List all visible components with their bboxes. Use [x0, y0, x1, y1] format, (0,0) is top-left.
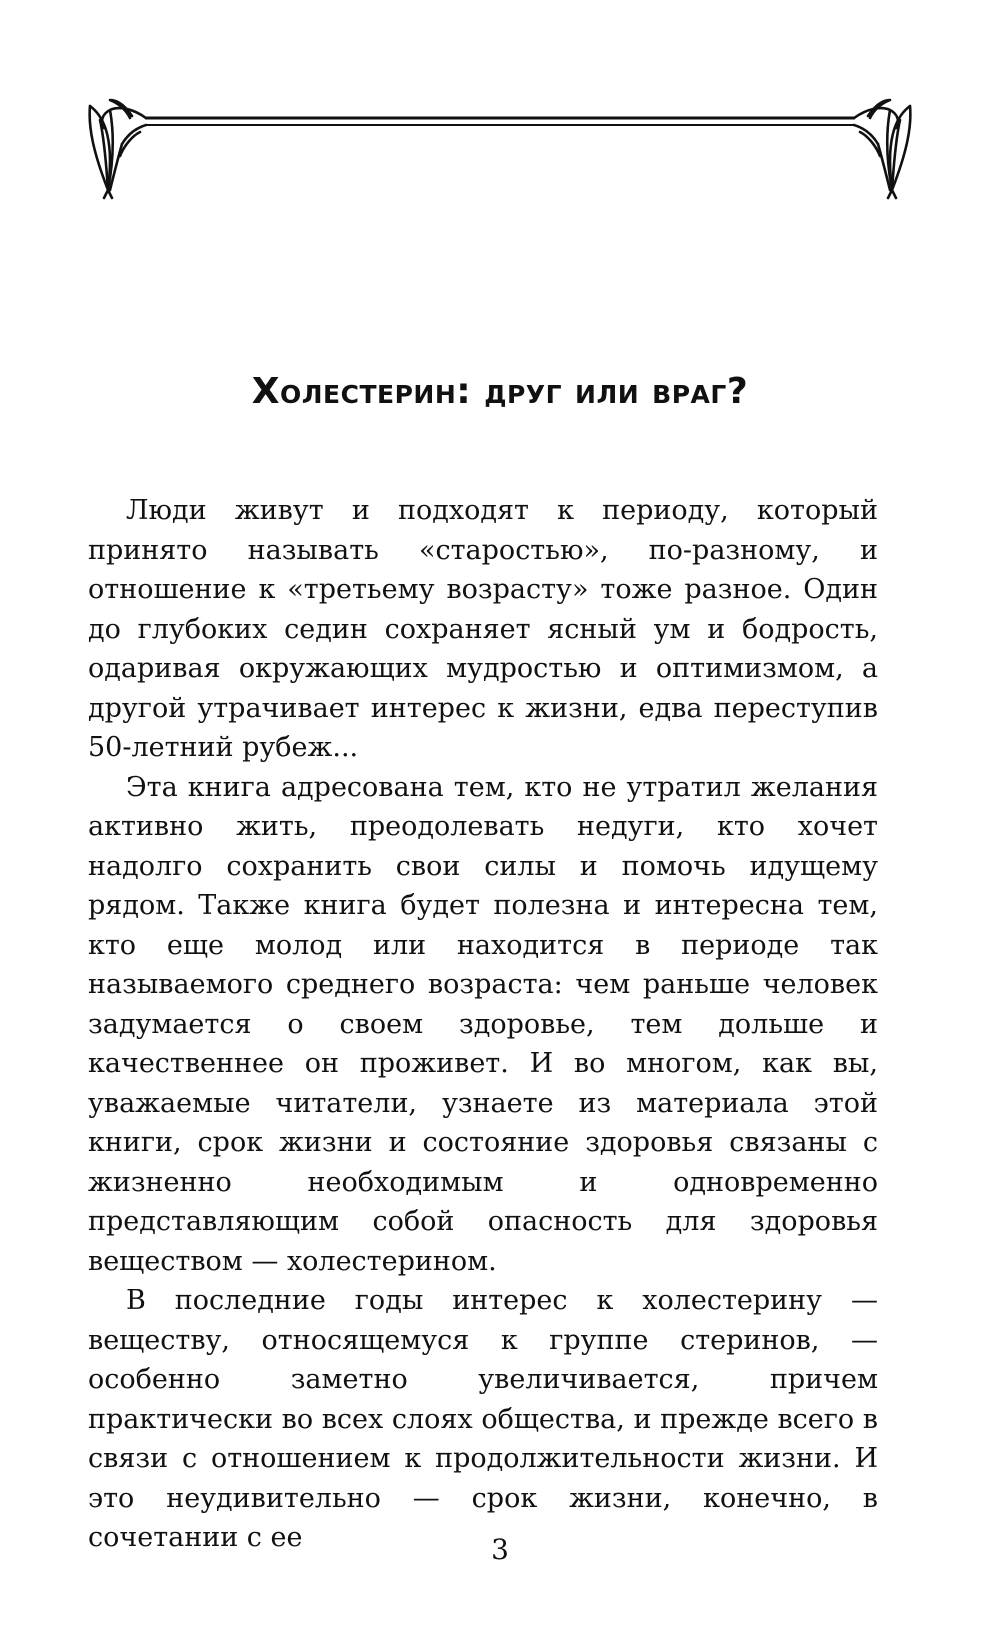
- paragraph: В последние годы интерес к холестерину — веществу, относящемуся к группе стеринов, — особенно заметно увеличивается, причем практически во всех слоях общества, и прежде всего в связи с отношением к продолжительности жизни. И это неудивительно — срок жизни, конечно, в сочетании с ее: [88, 1285, 878, 1553]
- header-ornament-icon: [84, 98, 916, 202]
- paragraph: Люди живут и подходят к периоду, который принято называть «старостью», по-разному, и отношение к «третьему возрасту» тоже разное. Один до глубоких седин сохраняет ясный ум и бодрость, одаривая окружающих мудростью и оптимизмом, а другой утрачивает интерес к жизни, едва переступив 50-летний рубеж...: [88, 495, 878, 763]
- paragraph: Эта книга адресована тем, кто не утратил желания активно жить, преодолевать недуги, кто хочет надолго сохранить свои силы и помочь идущему рядом. Также книга будет полезна и интересна тем, кто еще молод или находится в периоде так называемого среднего возраста: чем раньше человек задумается о своем здоровье, тем дольше и качественнее он проживет. И во многом, как вы, уважаемые читатели, узнаете из материала этой книги, срок жизни и состояние здоровья связаны с жизненно необходимым и одновременно представляющим собой опасность для здоровья веществом — холестерином.: [88, 771, 878, 1277]
- chapter-title: Холестерин: друг или враг?: [251, 371, 749, 412]
- body-text: [88, 491, 878, 1558]
- page-number: 3: [491, 1533, 509, 1566]
